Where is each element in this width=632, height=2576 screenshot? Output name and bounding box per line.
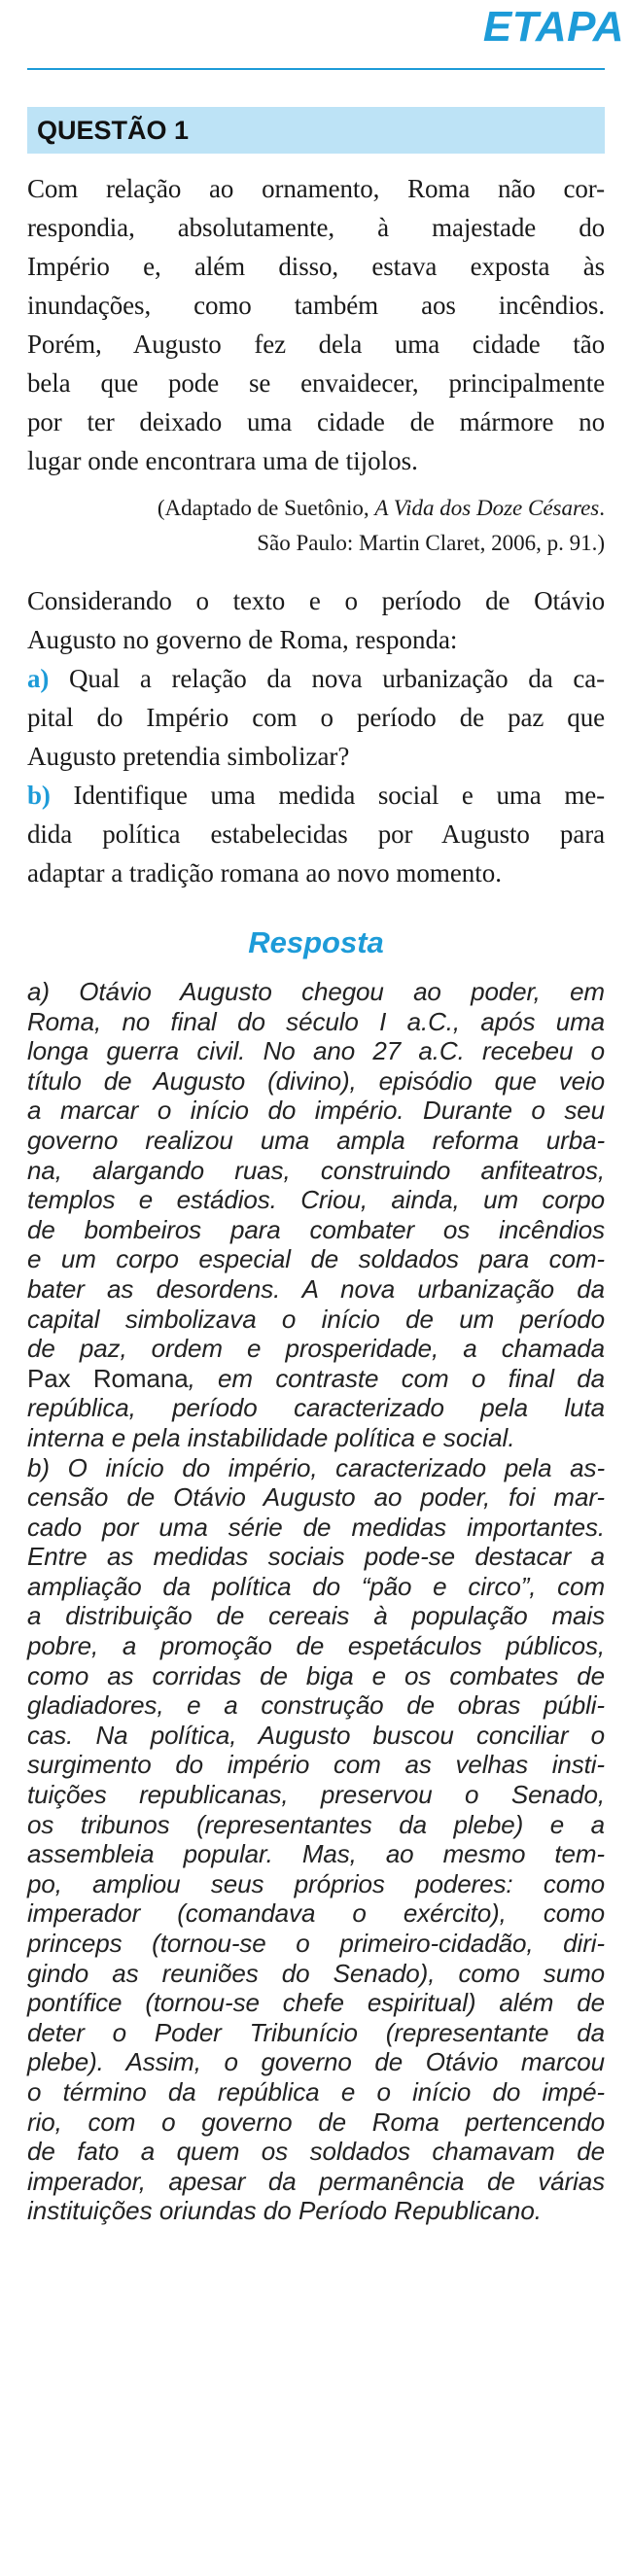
source-book-title: A Vida dos Doze Césares xyxy=(374,496,600,520)
answer-line: deter o Poder Tribunício (representante da xyxy=(27,2017,605,2047)
question-prompt xyxy=(27,581,605,892)
answer-body xyxy=(27,977,605,2226)
answer-line: capital simbolizava o início de um período xyxy=(27,1304,605,1334)
answer-title: Resposta xyxy=(248,925,384,959)
answer-line: templos e estádios. Criou, ainda, um corpo xyxy=(27,1185,605,1215)
answer-text: , em contraste com o final da xyxy=(188,1363,605,1393)
answer-line: Roma, no final do século I a.C., após uma xyxy=(27,1006,605,1036)
passage-line: inundações, como também aos incêndios. xyxy=(27,291,605,320)
answer-line: gladiadores, e a construção de obras públi- xyxy=(27,1690,605,1721)
answer-line: a distribuição de cereais à população mais xyxy=(27,1601,605,1631)
source-prefix: (Adaptado de Suetônio, xyxy=(157,496,375,520)
answer-line: gindo as reuniões do Senado), como sumo xyxy=(27,1958,605,1988)
item-b-line: adaptar a tradição romana ao novo momento. xyxy=(27,858,503,888)
answer-line: de bombeiros para combater os incêndios xyxy=(27,1214,605,1244)
item-a-line: Augusto pretendia simbolizar? xyxy=(27,742,350,771)
question-passage xyxy=(27,169,605,480)
item-a-text: Qual a relação da nova urbanização da ca- xyxy=(49,664,605,693)
answer-line: a) Otávio Augusto chegou ao poder, em xyxy=(27,977,605,1006)
answer-line: pobre, a promoção de espetáculos públicos, xyxy=(27,1631,605,1661)
answer-line: imperador, apesar da permanência de várias xyxy=(27,2166,605,2196)
answer-line: rio, com o governo de Roma pertencendo xyxy=(27,2106,605,2137)
answer-line: imperador (comandava o exército), como xyxy=(27,1898,605,1929)
answer-line: como as corridas de biga e os combates de xyxy=(27,1660,605,1690)
answer-line: título de Augusto (divino), episódio que veio xyxy=(27,1065,605,1096)
answer-line: longa guerra civil. No ano 27 a.C. recebeu o xyxy=(27,1036,605,1066)
answer-line: interna e pela instabilidade política e social. xyxy=(27,1422,515,1452)
answer-line: e um corpo especial de soldados para com- xyxy=(27,1244,605,1274)
item-a-line: pital do Império com o período de paz que xyxy=(27,703,605,732)
passage-line: bela que pode se envaidecer, principalmente xyxy=(27,368,605,398)
answer-line: po, ampliou seus próprios poderes: como xyxy=(27,1868,605,1898)
item-b-letter: b) xyxy=(27,781,51,810)
item-a-line xyxy=(27,659,605,698)
answer-line: bater as desordens. A nova urbanização da xyxy=(27,1273,605,1304)
prompt-line: Augusto no governo de Roma, responda: xyxy=(27,625,458,654)
passage-line: lugar onde encontrara uma de tijolos. xyxy=(27,446,418,475)
answer-line: censão de Otávio Augusto ao poder, foi mar- xyxy=(27,1482,605,1513)
answer-line: a marcar o início do império. Durante o seu xyxy=(27,1096,605,1126)
answer-line: república, período caracterizado pela luta xyxy=(27,1393,605,1423)
answer-line: na, alargando ruas, construindo anfiteatros, xyxy=(27,1155,605,1185)
question-header-bar xyxy=(27,107,605,154)
answer-line: surgimento do império com as velhas insti- xyxy=(27,1750,605,1780)
answer-line: tuições republicanas, preservou o Senado, xyxy=(27,1780,605,1810)
passage-line: Porém, Augusto fez dela uma cidade tão xyxy=(27,330,605,359)
passage-line: Império e, além disso, estava exposta às xyxy=(27,252,605,281)
answer-line: b) O início do império, caracterizado pela as- xyxy=(27,1452,605,1482)
brand-logo: ETAPA xyxy=(482,3,624,51)
answer-line: o término da república e o início do impé- xyxy=(27,2076,605,2106)
answer-line: os tribunos (representantes da plebe) e a xyxy=(27,1809,605,1839)
answer-line: cas. Na política, Augusto buscou conciliar o xyxy=(27,1720,605,1750)
item-b-line: dida política estabelecidas por Augusto para xyxy=(27,819,605,849)
answer-line: Entre as medidas sociais pode-se destacar a xyxy=(27,1542,605,1572)
header-divider xyxy=(27,68,605,70)
answer-line: princeps (tornou-se o primeiro-cidadão, diri- xyxy=(27,1929,605,1958)
prompt-line: Considerando o texto e o período de Otávio xyxy=(27,586,605,615)
passage-source xyxy=(27,491,605,561)
source-suffix: . xyxy=(599,496,605,520)
answer-line: cado por uma série de medidas importantes. xyxy=(27,1512,605,1542)
passage-line: Com relação ao ornamento, Roma não cor- xyxy=(27,174,605,203)
answer-line: plebe). Assim, o governo de Otávio marcou xyxy=(27,2047,605,2077)
item-a-letter: a) xyxy=(27,664,50,693)
answer-line: ampliação da política do “pão e circo”, com xyxy=(27,1571,605,1601)
source-line-2: São Paulo: Martin Claret, 2006, p. 91.) xyxy=(257,531,605,555)
question-title: QUESTÃO 1 xyxy=(37,115,190,145)
answer-line: de fato a quem os soldados chamavam de xyxy=(27,2137,605,2167)
answer-line: de paz, ordem e prosperidade, a chamada xyxy=(27,1334,605,1364)
answer-line xyxy=(27,1364,605,1394)
answer-line: instituições oriundas do Período Republicano. xyxy=(27,2196,543,2226)
passage-line: por ter deixado uma cidade de mármore no xyxy=(27,407,605,436)
answer-line: assembleia popular. Mas, ao mesmo tem- xyxy=(27,1839,605,1869)
item-b-line xyxy=(27,776,605,815)
source-line-1 xyxy=(27,491,605,526)
answer-line: governo realizou uma ampla reforma urba- xyxy=(27,1125,605,1155)
answer-line: pontífice (tornou-se chefe espiritual) além de xyxy=(27,1988,605,2018)
item-b-text: Identifique uma medida social e uma me- xyxy=(50,781,605,810)
pax-romana-term: Pax Romana xyxy=(27,1363,189,1393)
passage-line: respondia, absolutamente, à majestade do xyxy=(27,213,605,242)
